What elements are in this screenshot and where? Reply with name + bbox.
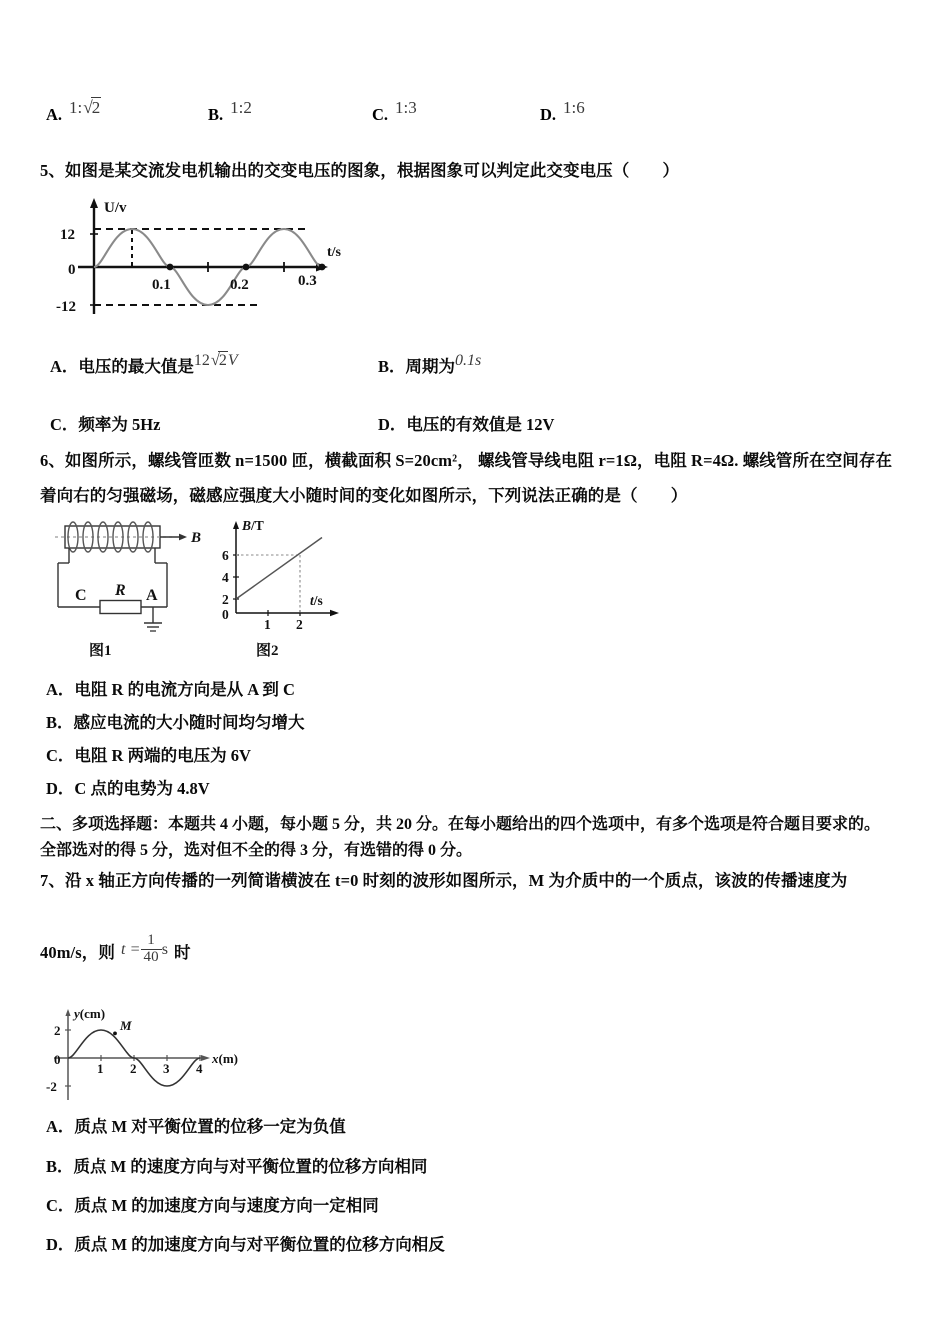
b-t-graph (212, 513, 352, 633)
svg-text:C: C (75, 587, 87, 604)
q6-option-d-text: C 点的电势为 4.8V (74, 779, 210, 798)
q7-time-formula (115, 932, 169, 965)
q7-stem-line2-post: 时 (174, 943, 191, 962)
svg-text:R: R (115, 582, 126, 599)
svg-text:0: 0 (68, 262, 76, 278)
q5-option-a-text: 电压的最大值是 (78, 357, 194, 376)
svg-text:2: 2 (222, 592, 229, 607)
svg-text:12: 12 (60, 227, 75, 243)
svg-text:0: 0 (54, 1052, 61, 1067)
svg-text:0: 0 (222, 607, 229, 622)
svg-text:2: 2 (296, 617, 303, 632)
svg-text:6: 6 (222, 548, 229, 563)
q4-option-d-label: D. (540, 105, 557, 124)
section2-line2: 全部选对的得 5 分，选对但不全的得 3 分，有选错的得 0 分。 (40, 842, 473, 859)
q6-stem-line2: 着向右的匀强磁场，磁感应强度大小随时间的变化如图所示，下列说法正确的是（ ） (40, 486, 688, 505)
q4-option-b-value: 1:2 (230, 98, 252, 117)
q5-option-b-label: B． (378, 357, 406, 376)
q5-option-a[interactable] (50, 350, 238, 377)
q7-formula-lead: t = (120, 941, 141, 958)
q7-option-a-label: A． (46, 1117, 75, 1136)
q4-option-a-label: A. (46, 105, 63, 124)
svg-text:-2: -2 (46, 1079, 57, 1094)
q5-option-a-value: 12√2V (193, 350, 238, 369)
q6-option-d-label: D． (46, 779, 75, 798)
svg-text:A: A (146, 587, 158, 604)
wave-graph (42, 1002, 282, 1107)
svg-text:y(cm): y(cm) (74, 1006, 106, 1021)
figure1-caption: 图1 (89, 643, 112, 659)
q4-option-b[interactable] (208, 98, 252, 125)
q7-option-d[interactable] (46, 1231, 445, 1255)
q7-option-b[interactable] (46, 1153, 427, 1177)
q5-option-d[interactable] (378, 411, 554, 435)
svg-text:2: 2 (130, 1061, 137, 1076)
q6-option-c-label: C． (46, 746, 75, 765)
q7-option-d-text: 质点 M 的加速度方向与对平衡位置的位移方向相反 (74, 1235, 445, 1254)
q7-option-b-text: 质点 M 的速度方向与对平衡位置的位移方向相同 (73, 1157, 428, 1176)
svg-text:4: 4 (196, 1061, 203, 1076)
q5-option-b-text: 周期为 (405, 357, 456, 376)
q6-option-a-text: 电阻 R 的电流方向是从 A 到 C (74, 680, 295, 699)
section2-line1: 二、多项选择题：本题共 4 小题，每小题 5 分，共 20 分。在每小题给出的四个选项中，有多个选项是符合题目要求的。 (40, 816, 881, 833)
q4-option-d-value: 1:6 (563, 98, 585, 117)
q6-option-a[interactable] (46, 676, 295, 700)
q7-option-d-label: D． (46, 1235, 75, 1254)
q4-option-d[interactable] (540, 98, 585, 125)
q7-stem-line2 (40, 932, 191, 970)
q4-option-a[interactable] (46, 98, 101, 125)
q4-option-b-label: B. (208, 105, 224, 124)
q7-option-c-label: C． (46, 1196, 75, 1215)
svg-text:t/s: t/s (327, 245, 341, 260)
q4-option-a-value: 1:√2 (69, 98, 101, 117)
svg-text:x(m): x(m) (212, 1051, 238, 1066)
q6-option-b-text: 感应电流的大小随时间均匀增大 (73, 713, 305, 732)
q6-stem-line1: 6、如图所示，螺线管匝数 n=1500 匝，横截面积 S=20cm²， 螺线管导线电阻 r=1Ω，电阻 R=4Ω. 螺线管所在空间存在 (40, 451, 893, 470)
svg-text:M: M (120, 1018, 132, 1033)
q4-option-c-value: 1:3 (395, 98, 417, 117)
q7-formula-numerator: 1 (147, 932, 155, 949)
svg-text:4: 4 (222, 570, 229, 585)
q5-option-b-value: 0.1s (455, 352, 482, 369)
q6-option-c[interactable] (46, 742, 251, 766)
figure2-caption: 图2 (256, 643, 279, 659)
q6-option-d[interactable] (46, 775, 210, 799)
q6-option-b-label: B． (46, 713, 74, 732)
svg-text:0.1: 0.1 (152, 277, 171, 293)
q5-option-d-text: 电压的有效值是 12V (406, 415, 555, 434)
svg-text:1: 1 (264, 617, 271, 632)
q5-option-c[interactable] (50, 411, 160, 435)
q5-stem: 5、如图是某交流发电机输出的交变电压的图象，根据图象可以判定此交变电压（ ） (40, 161, 680, 180)
q7-stem-line2-pre: 40m/s，则 (40, 943, 115, 962)
q7-option-a[interactable] (46, 1113, 346, 1137)
q6-option-a-label: A． (46, 680, 75, 699)
ac-voltage-graph (48, 192, 368, 327)
svg-text:0.3: 0.3 (298, 273, 317, 289)
q6-option-c-text: 电阻 R 两端的电压为 6V (74, 746, 251, 765)
q5-option-a-label: A． (50, 357, 79, 376)
svg-text:B/T: B/T (242, 518, 264, 533)
q5-option-c-label: C． (50, 415, 79, 434)
q4-option-c[interactable] (372, 98, 417, 125)
q7-option-a-text: 质点 M 对平衡位置的位移一定为负值 (74, 1117, 346, 1136)
q7-formula-denominator: 40 (141, 949, 162, 966)
q5-option-c-text: 频率为 5Hz (78, 415, 161, 434)
svg-text:2: 2 (54, 1023, 61, 1038)
q7-stem-line1: 7、沿 x 轴正方向传播的一列简谐横波在 t=0 时刻的波形如图所示，M 为介质中的一个质点，该波的传播速度为 (40, 871, 848, 890)
svg-text:t/s: t/s (310, 593, 323, 608)
svg-text:-12: -12 (56, 299, 76, 315)
q7-option-b-label: B． (46, 1157, 74, 1176)
svg-text:B: B (191, 530, 202, 546)
q7-option-c[interactable] (46, 1192, 379, 1216)
q7-option-c-text: 质点 M 的加速度方向与速度方向一定相同 (74, 1196, 379, 1215)
svg-text:0.2: 0.2 (230, 277, 249, 293)
q6-option-b[interactable] (46, 709, 305, 733)
q5-option-b[interactable] (378, 353, 481, 377)
q5-option-d-label: D． (378, 415, 407, 434)
q4-option-c-label: C. (372, 105, 389, 124)
svg-text:3: 3 (163, 1061, 170, 1076)
svg-text:1: 1 (97, 1061, 104, 1076)
q7-formula-unit: s (161, 941, 169, 958)
svg-text:U/v: U/v (104, 200, 127, 216)
